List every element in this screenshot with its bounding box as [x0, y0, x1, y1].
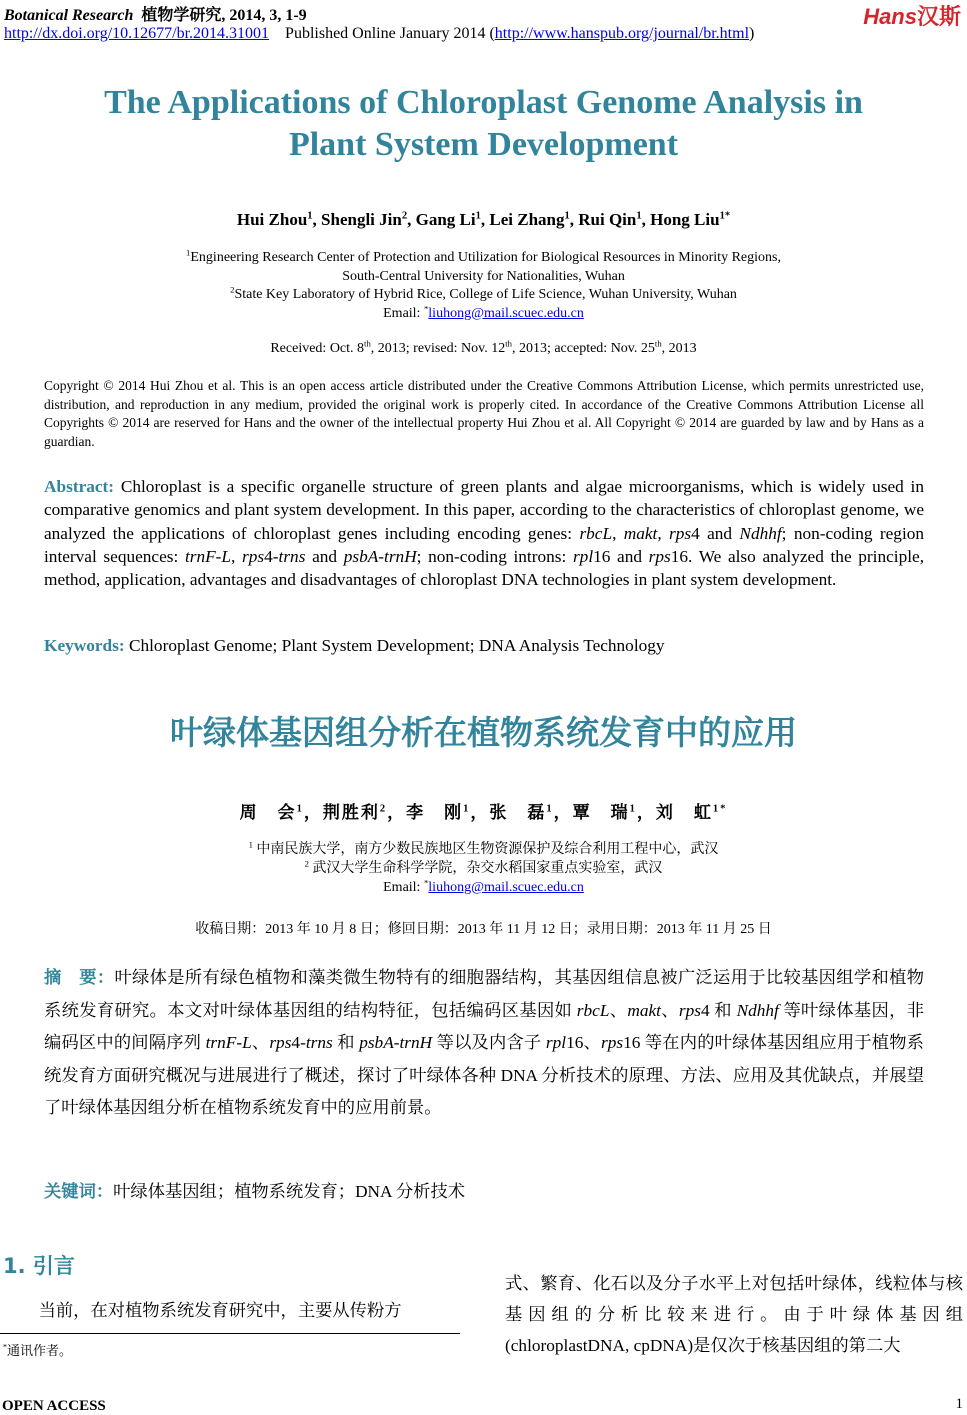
footnote [3, 1340, 72, 1359]
footnote-text: 通讯作者。 [7, 1343, 73, 1358]
text-segment: , [231, 546, 243, 566]
date-part: th [505, 338, 512, 349]
gene-name: psbA-trnH [359, 1033, 433, 1052]
aff-text: 武汉大学生命科学学院，杂交水稻国家重点实验室，武汉 [312, 861, 663, 876]
gene-name: rpl [545, 1033, 567, 1052]
gene-name: trnF-L [184, 546, 232, 566]
author: Gang Li$^1$ [415, 210, 481, 229]
author-sup: 1 [475, 210, 481, 222]
author: Shengli Jin$^2$ [321, 210, 408, 229]
logo-cn: 汉斯 [916, 4, 961, 29]
author-sup: 2 [401, 210, 408, 222]
gene-name: trns [278, 546, 306, 566]
text-segment: Chloroplast is a specific organelle structure of green plants and algae microorganisms, which is widely used in comparative genomics and plant system development. In this paper, according to the characteristics of chloroplast genome, we analyzed the applications of chloroplast genes including encoding genes: [44, 477, 924, 543]
gene-name: rps [669, 523, 692, 543]
author-sup: 1 [307, 210, 313, 222]
journal-name: Botanical Research [4, 7, 134, 24]
author: 荆胜利$^2$ [322, 803, 388, 822]
section-heading: 1. 引言 [3, 1254, 75, 1278]
doi-line [4, 25, 754, 43]
date-part: th [364, 338, 371, 349]
abstract-cn-label: 摘 要： [44, 968, 115, 987]
author-sup: 1* [719, 210, 731, 222]
gene-name: rps [600, 1033, 624, 1052]
affiliation-1b: South-Central University for Nationalities, Wuhan [342, 268, 625, 284]
gene-name: rps [648, 546, 671, 566]
journal-url-link[interactable]: http://www.hanspub.org/journal/br.html [494, 25, 750, 42]
copyright-notice: Copyright © 2014 Hui Zhou et al. This is an open access article distributed under the Creative Commons Attribution License, which permits unrestricted use, distribution, and reproduction in any medium, provided the original work is properly cited. In accordance of the Creative Commons Attribution License all Copyrights © 2014 are reserved for Hans and the owner of the intellectual property Hui Zhou et al. All Copyright © 2014 are guarded by law and by Hans as a guardian. [44, 378, 924, 449]
paper-title: The Applications of Chloroplast Genome Analysis in Plant System Development [104, 84, 863, 163]
keywords-cn-text: 叶绿体基因组；植物系统发育；DNA 分析技术 [113, 1182, 466, 1201]
date-part: Received: Oct. 8 [270, 341, 365, 356]
author-sup: 2 [379, 803, 388, 815]
logo-latin: Hans [863, 4, 917, 29]
author: 李 刚$^1$ [406, 803, 471, 822]
text-segment: 、 [609, 1000, 628, 1020]
email-label: Email: [383, 305, 424, 321]
text-segment: 4 和 [701, 1000, 737, 1020]
text-segment: 等以及内含子 [432, 1033, 546, 1052]
author: 刘 虹$^{1*}$ [655, 803, 728, 822]
author-sup: 1 [636, 210, 642, 222]
text-segment: 4 and [691, 523, 740, 543]
journal-header [4, 2, 307, 25]
keywords-cn-label: 关键词： [44, 1182, 114, 1201]
keywords-label: Keywords: [44, 636, 125, 655]
affiliation-cn-1 [0, 840, 967, 859]
affiliations [0, 249, 967, 323]
text-segment: , [612, 523, 624, 543]
email-line [0, 302, 967, 324]
body-text-left: 当前，在对植物系统发育研究中，主要从传粉方 [38, 1301, 402, 1320]
text-segment: and [305, 546, 344, 566]
dates-cn: 收稿日期：2013 年 10 月 8 日；修回日期：2013 年 11 月 12 日；录用日期：2013 年 11 月 25 日 [195, 922, 772, 937]
author: Rui Qin$^1$ [578, 210, 642, 229]
gene-name: trns [305, 1033, 333, 1052]
gene-name: Ndhhf [739, 523, 782, 543]
text-segment: 和 [332, 1033, 360, 1052]
gene-name: rbcL [579, 523, 613, 543]
author: Lei Zhang$^1$ [489, 210, 570, 229]
email-link[interactable]: liuhong@mail.scuec.edu.cn [428, 880, 584, 895]
open-access-label: OPEN ACCESS [2, 1398, 106, 1414]
aff-text: State Key Laboratory of Hybrid Rice, College of Life Science, Wuhan University, Wuhan [234, 287, 737, 302]
text-segment: 16. We also analyzed the principle, method, application, advantages and disadvantages of chloroplast DNA technologies in plant system development. [44, 546, 925, 590]
text-segment: 4- [291, 1033, 306, 1052]
page-number: 1 [955, 1396, 963, 1412]
email-sup: * [423, 877, 429, 888]
affiliation-1 [0, 249, 967, 268]
text-segment: ; non-coding region interval sequences: [44, 523, 925, 566]
author: Hui Zhou$^1$ [236, 210, 313, 229]
abstract [44, 475, 924, 591]
aff-text: Engineering Research Center of Protection and Utilization for Biological Resources in Minority Regions, [190, 250, 781, 265]
received-dates [0, 338, 967, 357]
aff-sup: 2 [230, 284, 235, 295]
author-sup: 1* [712, 803, 728, 815]
text-segment: 、 [660, 1000, 679, 1020]
keywords-text: Chloroplast Genome; Plant System Development; DNA Analysis Technology [128, 636, 665, 655]
text-segment: , [657, 523, 670, 543]
email-label: Email: [383, 880, 424, 895]
text-segment: 16 and [593, 546, 649, 566]
hans-logo [863, 0, 961, 31]
gene-name: psbA-trnH [343, 546, 417, 566]
author-list: Hui Zhou$^1$, Shengli Jin$^2$, Gang Li$^1$, Lei Zhang$^1$, Rui Qin$^1$, Hong Liu$^{1*}$ [236, 210, 731, 229]
keywords-cn [44, 1177, 465, 1202]
text-segment: 、 [251, 1033, 270, 1052]
gene-name: rbcL [576, 1000, 610, 1020]
text-segment: 等叶绿体基因，非编码区中的间隔序列 [44, 1000, 924, 1052]
abstract-cn [44, 962, 924, 1125]
author: 周 会$^1$ [239, 803, 304, 822]
affiliation-2 [0, 286, 967, 305]
published-end: ) [749, 25, 755, 42]
footnote-divider [0, 1333, 460, 1334]
text-segment: 叶绿体是所有绿色植物和藻类微生物特有的细胞器结构，其基因组信息被广泛运用于比较基因组学和植物系统发育研究。本文对叶绿体基因组的结构特征，包括编码区基因如 [44, 968, 924, 1020]
affiliation-cn-2 [0, 859, 967, 878]
author-sup: 1 [546, 803, 554, 815]
published-text: Published Online January 2014 ( [285, 25, 495, 42]
gene-name: Ndhhf [736, 1000, 779, 1020]
email-link[interactable]: liuhong@mail.scuec.edu.cn [428, 305, 584, 321]
text-segment: 4- [264, 546, 279, 566]
date-part: , 2013; accepted: Nov. 25 [511, 341, 655, 356]
date-part: , 2013 [661, 341, 697, 356]
gene-name: rps [678, 1000, 702, 1020]
author-sup: 1 [463, 803, 471, 815]
abstract-text [44, 477, 924, 589]
gene-name: trnF-L [205, 1033, 252, 1052]
gene-name: rps [242, 546, 265, 566]
keywords [44, 636, 665, 656]
aff-sup: 1 [186, 247, 191, 258]
affiliations-cn [0, 840, 967, 897]
text-segment: 16、 [566, 1033, 601, 1052]
text-segment: 16 等在内的叶绿体基因组应用于植物系统发育方面研究概况与进展进行了概述，探讨了叶绿体各种 DNA 分析技术的原理、方法、应用及其优缺点，并展望了叶绿体基因组分析在植物系统发育中的应用前景。 [44, 1033, 924, 1117]
email-sup: * [423, 302, 429, 313]
abstract-cn-text [44, 968, 924, 1117]
author: Hong Liu$^{1*}$ [650, 210, 731, 229]
aff-text: 中南民族大学，南方少数民族地区生物资源保护及综合利用工程中心，武汉 [256, 842, 719, 857]
author-sup: 1 [564, 210, 570, 222]
gene-name: makt [623, 523, 658, 543]
author-sup: 1 [296, 803, 304, 815]
author: 张 磊$^1$ [489, 803, 554, 822]
abstract-label: Abstract: [44, 477, 115, 496]
paper-title-cn: 叶绿体基因组分析在植物系统发育中的应用 [170, 713, 797, 752]
gene-name: rps [269, 1033, 292, 1052]
aff-sup: 2 [304, 858, 309, 869]
body-text-right: 式、繁育、化石以及分子水平上对包括叶绿体，线粒体与核基因组的分析比较来进行。由于叶绿体基因组(chloroplastDNA, cpDNA)是仅次于核基因组的第二大 [505, 1274, 963, 1355]
gene-name: makt [627, 1000, 661, 1020]
doi-link[interactable]: http://dx.doi.org/10.12677/br.2014.31001 [4, 25, 270, 42]
email-line-cn [0, 878, 967, 897]
journal-citation: 植物学研究, 2014, 3, 1-9 [141, 7, 307, 24]
author-list-cn: 周 会$^1$，荆胜利$^2$，李 刚$^1$，张 磊$^1$，覃 瑞$^1$，刘 虹$^{1*}$ [239, 803, 728, 822]
date-part: , 2013; revised: Nov. 12 [370, 341, 506, 356]
text-segment: ; non-coding introns: [416, 546, 573, 566]
footnote-sup: * [3, 1342, 8, 1352]
date-part: th [654, 338, 662, 349]
gene-name: rpl [572, 546, 594, 566]
author: 覃 瑞$^1$ [572, 803, 637, 822]
aff-sup: 1 [248, 839, 253, 850]
author-sup: 1 [629, 803, 637, 815]
